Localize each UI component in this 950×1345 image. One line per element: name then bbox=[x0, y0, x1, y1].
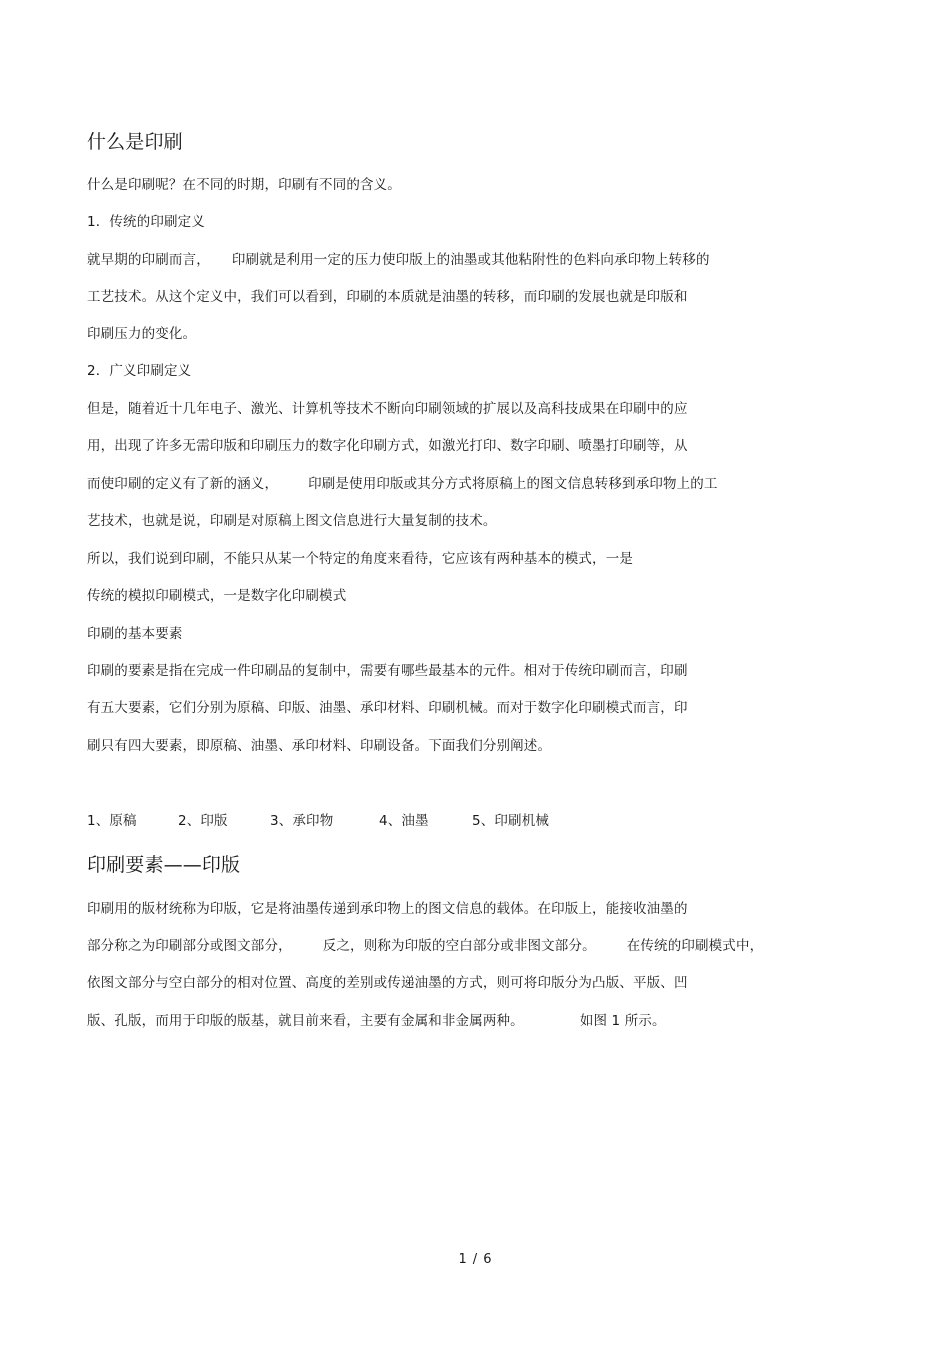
modes-line-2: 传统的模拟印刷模式，一是数字化印刷模式 bbox=[87, 588, 347, 604]
page-number bbox=[0, 1252, 950, 1267]
page-current: 1 bbox=[458, 1252, 467, 1267]
def1-line-3: 印刷压力的变化。 bbox=[87, 326, 197, 342]
plate-line-4-part-2: 如图 1 所示。 bbox=[579, 1013, 666, 1029]
page-total: 6 bbox=[483, 1252, 492, 1267]
intro-paragraph: 什么是印刷呢？在不同的时期，印刷有不同的含义。 bbox=[87, 177, 401, 193]
def1-line-2: 工艺技术。从这个定义中，我们可以看到，印刷的本质就是油墨的转移，而印刷的发展也就是印版和 bbox=[87, 289, 688, 305]
def2-line-4: 艺技术，也就是说，印刷是对原稿上图文信息进行大量复制的技术。 bbox=[87, 513, 497, 529]
def2-line-2: 用，出现了许多无需印版和印刷压力的数字化印刷方式，如激光打印、数字印刷、喷墨打印刷等，从 bbox=[87, 438, 688, 454]
heading-what-is-printing: 什么是印刷 bbox=[87, 131, 183, 153]
plate-line-3: 依图文部分与空白部分的相对位置、高度的差别或传递油墨的方式，则可将印版分为凸版、平版、凹 bbox=[87, 975, 688, 991]
def2-line-3-part-1: 而使印刷的定义有了新的涵义， bbox=[87, 476, 279, 492]
def2-title: 2．广义印刷定义 bbox=[87, 363, 192, 379]
elements-line-2: 有五大要素，它们分别为原稿、印版、油墨、承印材料、印刷机械。而对于数字化印刷模式而言，印 bbox=[87, 700, 688, 716]
list-item: 1、原稿 bbox=[87, 813, 137, 829]
elements-line-1: 印刷的要素是指在完成一件印刷品的复制中，需要有哪些最基本的元件。相对于传统印刷而言，印刷 bbox=[87, 663, 688, 679]
plate-line-2-part-2: 反之，则称为印版的空白部分或非图文部分。 bbox=[322, 938, 596, 954]
def2-line-1: 但是，随着近十几年电子、激光、计算机等技术不断向印刷领域的扩展以及高科技成果在印刷中的应 bbox=[87, 401, 688, 417]
def1-line-1 bbox=[87, 251, 710, 269]
def1-title: 1．传统的印刷定义 bbox=[87, 214, 205, 230]
heading-printing-plate: 印刷要素——印版 bbox=[87, 854, 241, 876]
list-item: 5、印刷机械 bbox=[472, 813, 549, 829]
list-item: 2、印版 bbox=[178, 813, 228, 829]
page-separator: / bbox=[472, 1252, 478, 1267]
plate-line-2 bbox=[87, 937, 763, 955]
modes-line-1: 所以，我们说到印刷，不能只从某一个特定的角度来看待，它应该有两种基本的模式，一是 bbox=[87, 551, 633, 567]
plate-line-2-part-1: 部分称之为印刷部分或图文部分， bbox=[87, 938, 292, 954]
list-item: 4、油墨 bbox=[379, 813, 429, 829]
plate-line-2-part-3: 在传统的印刷模式中， bbox=[626, 938, 764, 954]
plate-line-4 bbox=[87, 1012, 666, 1030]
elements-line-3: 刷只有四大要素，即原稿、油墨、承印材料、印刷设备。下面我们分别阐述。 bbox=[87, 738, 552, 754]
plate-line-1: 印刷用的版材统称为印版，它是将油墨传递到承印物上的图文信息的载体。在印版上，能接收油墨的 bbox=[87, 901, 688, 917]
list-item: 3、承印物 bbox=[270, 813, 334, 829]
plate-line-4-part-1: 版、孔版，而用于印版的版基，就目前来看，主要有金属和非金属两种。 bbox=[87, 1013, 524, 1029]
elements-title: 印刷的基本要素 bbox=[87, 626, 183, 642]
def1-line-1-part-1: 就早期的印刷而言， bbox=[87, 252, 210, 268]
def2-line-3 bbox=[87, 475, 718, 493]
def1-line-1-part-2: 印刷就是利用一定的压力使印版上的油墨或其他粘附性的色料向承印物上转移的 bbox=[231, 252, 710, 268]
def2-line-3-part-2: 印刷是使用印版或其分方式将原稿上的图文信息转移到承印物上的工 bbox=[308, 476, 718, 492]
